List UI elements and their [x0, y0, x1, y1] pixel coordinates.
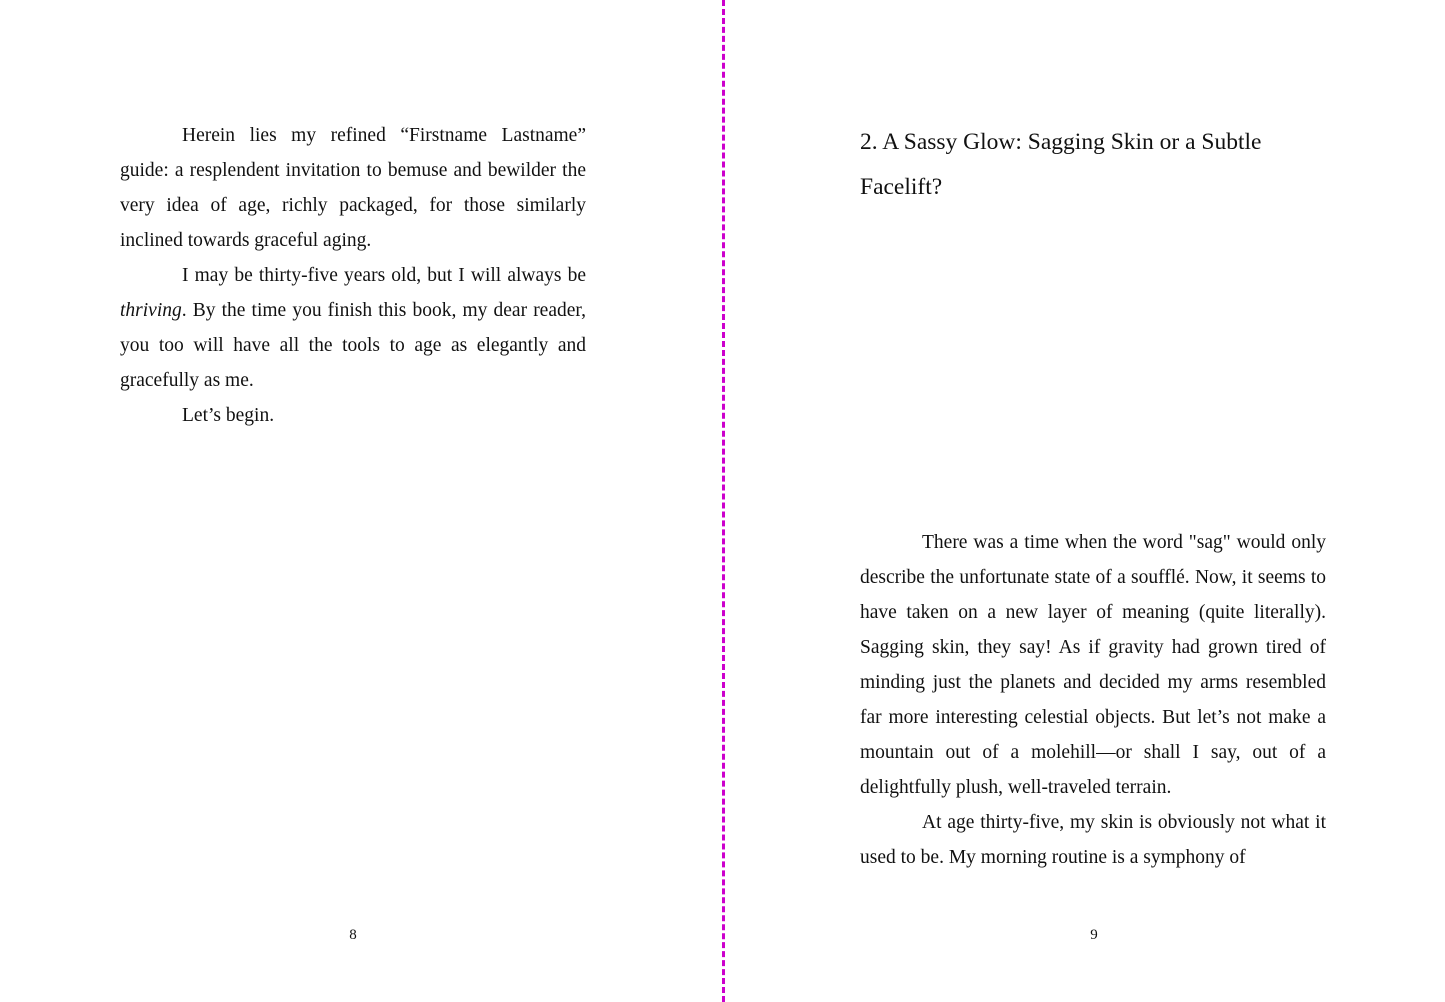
left-page-text [120, 118, 586, 433]
emphasis-thriving: thriving [120, 300, 182, 321]
page-number: 9 [1090, 927, 1098, 943]
paragraph-text-before-emphasis: I may be thirty-five years old, but I will always be [182, 265, 586, 286]
left-page [0, 0, 722, 1002]
paragraph: There was a time when the word "sag" would only describe the unfortunate state of a soufflé. Now, it seems to have taken on a new layer of meaning (quite literally). Sagging skin, they say! As if gravity had grown tired of minding just the planets and decided my arms resembled far more interesting celestial objects. But let’s not make a mountain out of a molehill—or shall I say, out of a delightfully plush, well-traveled terrain. [860, 532, 1326, 798]
paragraph-text-after-emphasis: . By the time you finish this book, my dear reader, you too will have all the tools to age as elegantly and gracefully as me. [120, 300, 586, 391]
right-page [723, 0, 1445, 1002]
paragraph: Let’s begin. [182, 405, 275, 426]
chapter-title: 2. A Sassy Glow: Sagging Skin or a Subtle Facelift? [860, 129, 1262, 200]
paragraph: Herein lies my refined “Firstname Lastname” guide: a resplendent invitation to bemuse and bewilder the very idea of age, richly packaged, for those similarly inclined towards graceful aging. [120, 125, 586, 251]
paragraph [120, 258, 586, 398]
paragraph: At age thirty-five, my skin is obviously not what it used to be. My morning routine is a symphony of [860, 812, 1326, 868]
right-page-text [860, 525, 1326, 875]
gutter-fold-line [722, 0, 725, 1002]
page-number: 8 [349, 927, 357, 943]
